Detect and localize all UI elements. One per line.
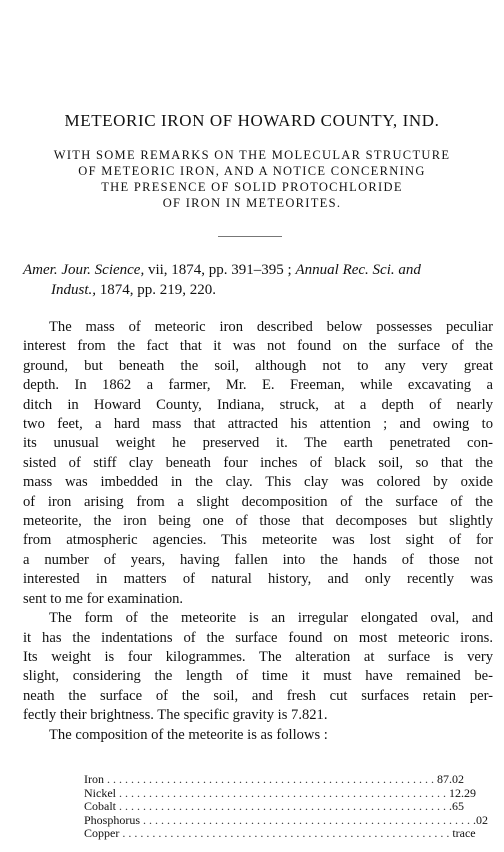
subtitle-line: OF METEORIC IRON, AND A NOTICE CONCERNING [78,164,426,178]
text-line: depth. In 1862 a farmer, Mr. E. Freeman, while excavating a [23,377,493,394]
text-line: two feet, a hard mass that attracted his attention ; and owing to [23,416,493,433]
element-name: Nickel [84,785,116,800]
text-line: mass was imbedded in the clay. This clay was colored by oxide [23,474,493,491]
text-line: interested in matters of natural history, and only recently was [23,571,493,588]
text-line: it has the indentations of the surface found on most meteoric irons. [23,629,493,646]
element-value: trace [452,826,476,841]
composition-row [84,772,464,787]
divider-rule [218,236,282,237]
subtitle-line: THE PRESENCE OF SOLID PROTOCHLORIDE [101,180,403,194]
element-name: Cobalt [84,799,116,814]
composition-row [84,799,464,814]
journal-reference: 1874, pp. 219, 220. [96,282,216,298]
text-line: meteorite, the iron being one of those that decomposes but slightly [23,513,493,530]
composition-row [84,812,489,828]
composition-row [84,785,476,801]
subtitle-line: WITH SOME REMARKS ON THE MOLECULAR STRUCTURE [53,148,451,162]
text-line: The mass of meteoric iron described below possesses peculiar [49,319,493,335]
text-line: fectly their brightness. The specific gravity is 7.821. [23,707,328,724]
text-line: slight, considering the length of time it must have remained be- [23,668,493,685]
element-value: .65 [449,799,464,814]
text-line: sent to me for examination. [23,590,184,607]
body-text [23,318,493,745]
composition-table [84,772,489,841]
composition-row [84,826,476,841]
text-line: ditch in Howard County, Indiana, struck, at a depth of nearly [23,396,493,413]
dot-leader: . . . . . . . . . . . . . . . . . . . . . . . . . . . . . . . . . . . . . . . . . . . . . . . . . . . . . . . [122,826,450,841]
article-title: METEORIC IRON OF HOWARD COUNTY, IND. [64,111,440,130]
text-line: The composition of the meteorite is as follows : [49,726,328,743]
dot-leader: . . . . . . . . . . . . . . . . . . . . . . . . . . . . . . . . . . . . . . . . . . . . . . . . . . . . . . . [119,799,446,814]
journal-reference: vii, 1874, pp. 391–395 ; [144,262,296,278]
subtitle-line: OF IRON IN METEORITES. [162,196,342,210]
journal-name: Annual Rec. Sci. and [295,262,421,278]
journal-name: Indust., [51,282,96,298]
text-line: ground, but beneath the soil, although not to any very great [23,357,493,374]
citation [23,260,491,300]
text-line: of iron arising from a slight decomposition of the surface of the [23,493,493,510]
element-value: 12.29 [449,785,476,800]
text-line: sisted of stiff clay beneath four inches of black soil, so that the [23,454,493,471]
dot-leader: . . . . . . . . . . . . . . . . . . . . . . . . . . . . . . . . . . . . . . . . . . . . . . . . . . . . . . . [119,785,446,800]
element-name: Copper [84,826,120,841]
text-line: interest from the fact that it was not found on the surface of the [23,338,493,355]
text-line: its unusual weight he preserved it. The earth penetrated con- [23,435,493,452]
text-line: The form of the meteorite is an irregular elongated oval, and [49,610,493,627]
element-name: Iron [84,772,104,786]
element-value: 87.02 [437,772,464,786]
text-line: from atmospheric agencies. This meteorite was lost sight of for [23,532,493,549]
element-value: .02 [473,812,489,827]
article-subtitle [20,147,484,211]
text-line: a number of years, having fallen into the hands of those not [23,551,493,568]
journal-name: Amer. Jour. Science, [23,262,145,278]
text-line: Its weight is four kilogrammes. The alteration at surface is very [23,648,493,665]
text-line: neath the surface of the soil, and fresh cut surfaces retain per- [23,687,493,704]
element-name: Phosphorus [84,812,141,827]
dot-leader: . . . . . . . . . . . . . . . . . . . . . . . . . . . . . . . . . . . . . . . . . . . . . . . . . . . . . . . [143,812,471,827]
dot-leader: . . . . . . . . . . . . . . . . . . . . . . . . . . . . . . . . . . . . . . . . . . . . . . . . . . . . . . . [107,772,434,786]
